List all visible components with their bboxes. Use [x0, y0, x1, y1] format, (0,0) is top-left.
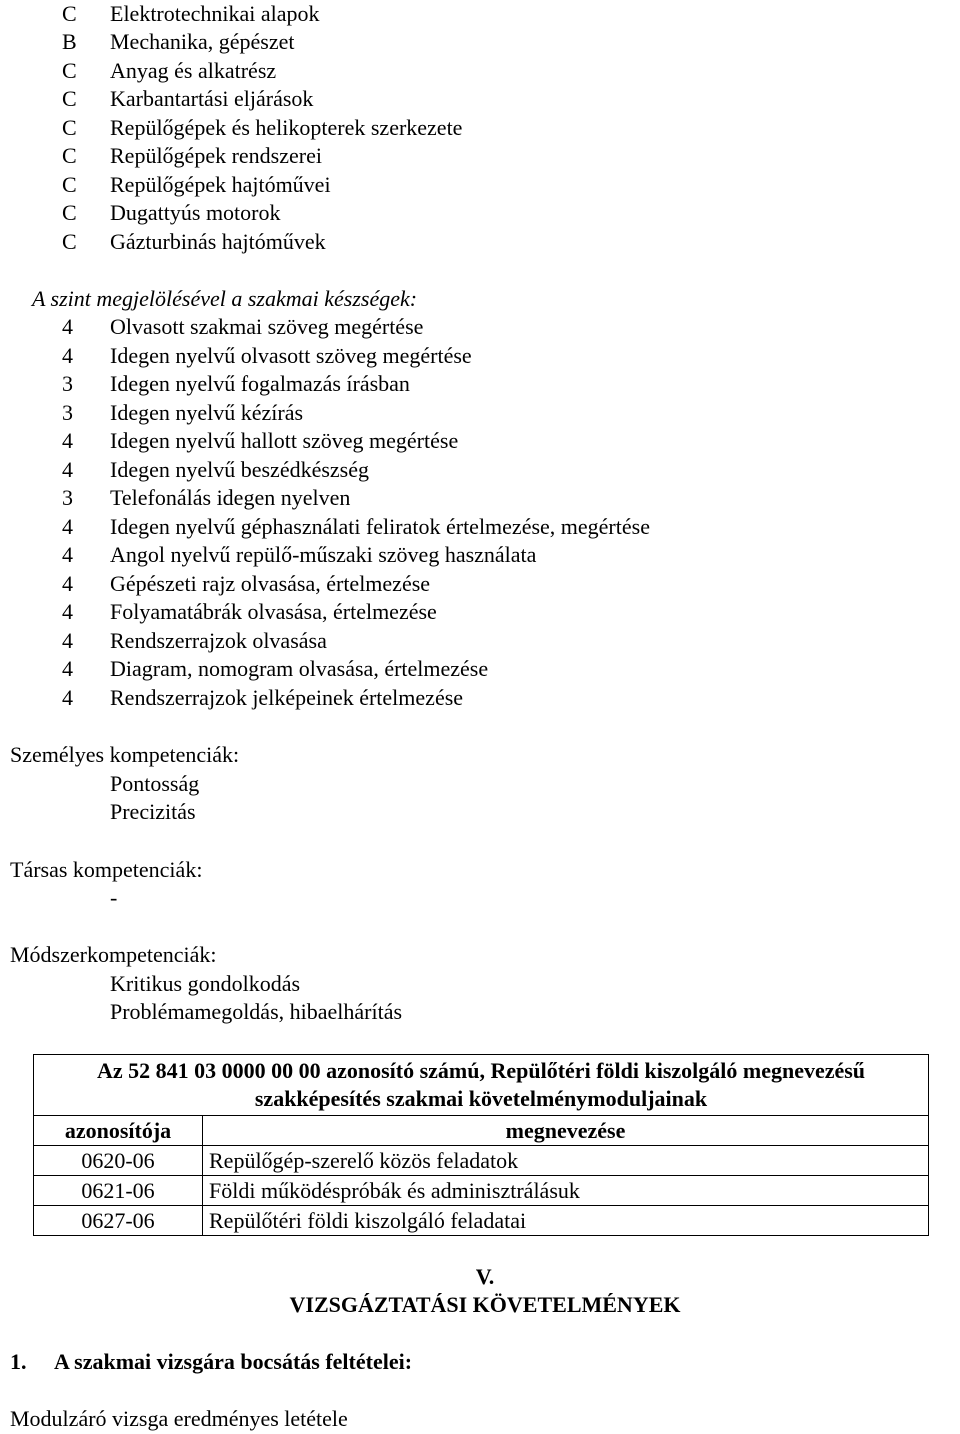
skill-level: 4 [62, 656, 73, 681]
knowledge-topic: Anyag és alkatrész [110, 58, 277, 83]
knowledge-level: B [62, 29, 77, 54]
knowledge-topic: Mechanika, gépészet [110, 29, 295, 54]
module-table-title-row [34, 1055, 929, 1116]
skill-level: 4 [62, 314, 73, 339]
subsection-title: A szakmai vizsgára bocsátás feltételei: [54, 1349, 413, 1374]
skill-level: 3 [62, 485, 73, 510]
skill-level: 4 [62, 571, 73, 596]
skill-text: Rendszerrajzok jelképeinek értelmezése [110, 685, 464, 710]
social-competence-item: - [110, 885, 118, 910]
knowledge-topic: Gázturbinás hajtóművek [110, 229, 326, 254]
skill-level: 3 [62, 371, 73, 396]
subsection-number: 1. [10, 1349, 27, 1374]
skill-level: 4 [62, 514, 73, 539]
column-header-id: azonosítója [34, 1116, 203, 1146]
social-competences-heading: Társas kompetenciák: [10, 857, 203, 882]
table-row [34, 1206, 929, 1236]
module-id: 0620-06 [34, 1146, 203, 1176]
module-table-title [34, 1055, 929, 1116]
skill-level: 4 [62, 599, 73, 624]
knowledge-level: C [62, 229, 77, 254]
subsection-heading [10, 1348, 412, 1376]
section-title: VIZSGÁZTATÁSI KÖVETELMÉNYEK [289, 1292, 681, 1317]
module-table [33, 1054, 929, 1236]
method-competences-heading: Módszerkompetenciák: [10, 942, 217, 967]
knowledge-topic: Repülőgépek és helikopterek szerkezete [110, 115, 463, 140]
skill-text: Idegen nyelvű fogalmazás írásban [110, 371, 410, 396]
skill-level: 4 [62, 343, 73, 368]
knowledge-topic: Karbantartási eljárások [110, 86, 314, 111]
skill-text: Idegen nyelvű beszédkészség [110, 457, 370, 482]
module-id: 0621-06 [34, 1176, 203, 1206]
knowledge-topic: Repülőgépek rendszerei [110, 143, 322, 168]
method-competence-item: Kritikus gondolkodás [110, 971, 301, 996]
skill-level: 4 [62, 542, 73, 567]
skill-text: Idegen nyelvű kézírás [110, 400, 304, 425]
skill-text: Idegen nyelvű géphasználati feliratok értelmezése, megértése [110, 514, 650, 539]
knowledge-level: C [62, 86, 77, 111]
skill-text: Idegen nyelvű olvasott szöveg megértése [110, 343, 472, 368]
personal-competence-item: Precizitás [110, 799, 196, 824]
skill-text: Diagram, nomogram olvasása, értelmezése [110, 656, 489, 681]
skill-level: 4 [62, 457, 73, 482]
skill-text: Gépészeti rajz olvasása, értelmezése [110, 571, 431, 596]
knowledge-level: C [62, 172, 77, 197]
personal-competences-heading: Személyes kompetenciák: [10, 742, 240, 767]
skill-text: Olvasott szakmai szöveg megértése [110, 314, 424, 339]
method-competence-item: Problémamegoldás, hibaelhárítás [110, 999, 403, 1024]
table-row [34, 1176, 929, 1206]
skill-level: 4 [62, 685, 73, 710]
knowledge-topic: Repülőgépek hajtóművei [110, 172, 331, 197]
section-number: V. [475, 1264, 495, 1289]
module-table-title-line2: szakképesítés szakmai követelménymoduljainak [254, 1086, 708, 1111]
knowledge-topic: Elektrotechnikai alapok [110, 1, 320, 26]
knowledge-level: C [62, 115, 77, 140]
knowledge-level: C [62, 1, 77, 26]
closing-text: Modulzáró vizsga eredményes letétele [10, 1406, 348, 1431]
knowledge-topic: Dugattyús motorok [110, 200, 281, 225]
column-header-name: megnevezése [203, 1116, 929, 1146]
module-id: 0627-06 [34, 1206, 203, 1236]
knowledge-level: C [62, 58, 77, 83]
module-name: Repülőgép-szerelő közös feladatok [203, 1146, 929, 1176]
skill-level: 4 [62, 428, 73, 453]
module-table-title-line1: Az 52 841 03 0000 00 00 azonosító számú, Repülőtéri földi kiszolgáló megnevezésű [96, 1058, 866, 1083]
skill-text: Angol nyelvű repülő-műszaki szöveg használata [110, 542, 537, 567]
skill-text: Idegen nyelvű hallott szöveg megértése [110, 428, 459, 453]
table-row [34, 1146, 929, 1176]
skill-level: 4 [62, 628, 73, 653]
skills-heading: A szint megjelölésével a szakmai készségek: [32, 286, 418, 311]
personal-competence-item: Pontosság [110, 771, 200, 796]
skill-text: Folyamatábrák olvasása, értelmezése [110, 599, 437, 624]
knowledge-level: C [62, 143, 77, 168]
module-name: Repülőtéri földi kiszolgáló feladatai [203, 1206, 929, 1236]
skill-level: 3 [62, 400, 73, 425]
skill-text: Telefonálás idegen nyelven [110, 485, 351, 510]
skill-text: Rendszerrajzok olvasása [110, 628, 327, 653]
module-table-header-row [34, 1116, 929, 1146]
module-name: Földi működéspróbák és adminisztrálásuk [203, 1176, 929, 1206]
knowledge-level: C [62, 200, 77, 225]
